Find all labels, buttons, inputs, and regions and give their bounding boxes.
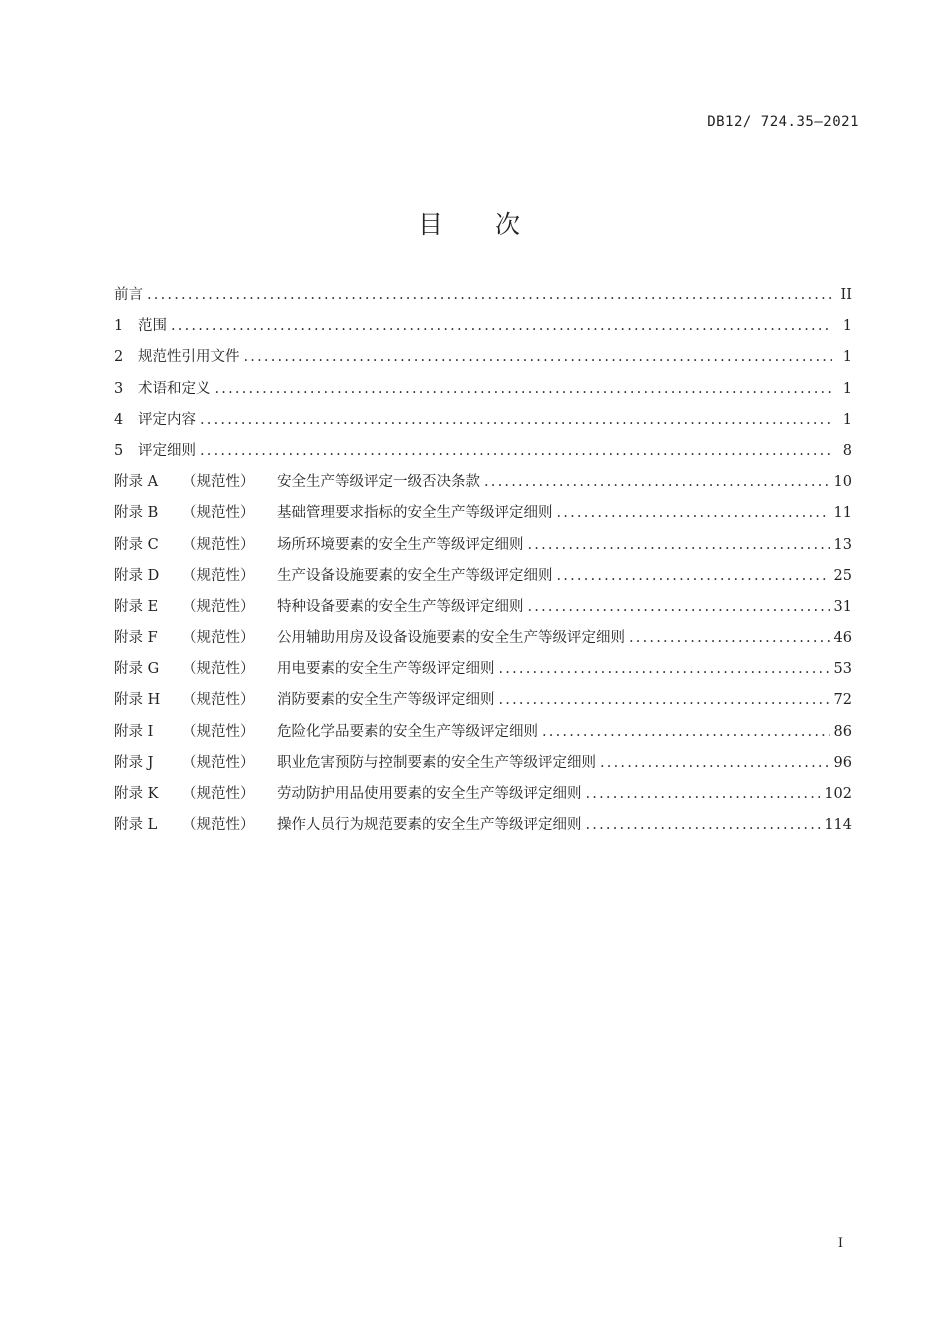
dot-leader: [215, 381, 833, 397]
toc-entry-number: 4: [114, 411, 124, 428]
dot-leader: [200, 443, 832, 459]
toc-annex-f[interactable]: [114, 626, 852, 657]
annex-type: （规范性）: [182, 692, 255, 709]
toc-entry-title: 范围: [138, 318, 167, 335]
annex-page: 25: [833, 567, 852, 584]
toc-annex-e[interactable]: [114, 595, 852, 626]
annex-page: 114: [824, 817, 852, 834]
annex-title: 消防要素的安全生产等级评定细则: [277, 692, 495, 709]
document-code: DB12/ 724.35—2021: [707, 114, 859, 130]
dot-leader: [542, 724, 830, 740]
annex-title: 职业危害预防与控制要素的安全生产等级评定细则: [277, 754, 596, 771]
annex-title: 安全生产等级评定一级否决条款: [277, 474, 480, 491]
toc-annex-h[interactable]: [114, 688, 852, 719]
toc-entry-page: 1: [842, 318, 852, 335]
annex-type: （规范性）: [182, 817, 255, 834]
toc-entry-page: 1: [842, 349, 852, 366]
toc-entry-page: II: [840, 287, 852, 303]
annex-label: 附录 B: [114, 505, 159, 522]
dot-leader: [499, 692, 830, 708]
toc-annex-k[interactable]: [114, 782, 852, 813]
dot-leader: [484, 474, 830, 490]
annex-title: 用电要素的安全生产等级评定细则: [277, 661, 495, 678]
toc-entry-title: 评定细则: [138, 442, 196, 459]
toc-annex-a[interactable]: [114, 470, 852, 501]
toc-entry-5[interactable]: [114, 439, 852, 470]
annex-type: （规范性）: [182, 536, 255, 553]
annex-label: 附录 A: [114, 474, 159, 491]
toc-annex-d[interactable]: [114, 564, 852, 595]
annex-page: 46: [833, 630, 852, 647]
annex-title: 劳动防护用品使用要素的安全生产等级评定细则: [277, 786, 582, 802]
toc-entry-number: 2: [114, 349, 124, 366]
annex-title: 基础管理要求指标的安全生产等级评定细则: [277, 505, 553, 522]
dot-leader: [171, 318, 832, 334]
annex-type: （规范性）: [182, 505, 255, 522]
annex-page: 31: [833, 598, 852, 615]
annex-page: 86: [833, 723, 852, 740]
dot-leader: [200, 412, 832, 428]
dot-leader: [499, 661, 830, 677]
toc-entry-page: 1: [842, 380, 852, 397]
dot-leader: [557, 568, 830, 584]
annex-type: （规范性）: [182, 754, 255, 771]
annex-type: （规范性）: [182, 630, 255, 647]
toc-annex-i[interactable]: [114, 720, 852, 751]
toc-entry-4[interactable]: [114, 408, 852, 439]
toc-entry-3[interactable]: [114, 377, 852, 408]
annex-type: （规范性）: [182, 474, 255, 491]
toc-entry-title: 术语和定义: [138, 380, 211, 397]
annex-page: 72: [833, 692, 852, 709]
annex-title: 生产设备设施要素的安全生产等级评定细则: [277, 567, 553, 584]
annex-type: （规范性）: [182, 661, 255, 678]
annex-type: （规范性）: [182, 598, 255, 615]
annex-type: （规范性）: [182, 786, 255, 802]
toc-annex-c[interactable]: [114, 533, 852, 564]
annex-page: 10: [833, 474, 852, 491]
annex-label: 附录 D: [114, 567, 160, 584]
toc-entry-title: 前言: [114, 287, 143, 303]
dot-leader: [586, 817, 821, 833]
toc-entry-2[interactable]: [114, 345, 852, 376]
toc-annex-l[interactable]: [114, 813, 852, 844]
dot-leader: [557, 505, 830, 521]
toc-entry-title: 规范性引用文件: [138, 349, 240, 366]
dot-leader: [147, 287, 832, 303]
annex-label: 附录 G: [114, 661, 160, 678]
annex-title: 特种设备要素的安全生产等级评定细则: [277, 598, 524, 615]
table-of-contents: [114, 283, 852, 844]
toc-annex-g[interactable]: [114, 657, 852, 688]
toc-entry-title: 评定内容: [138, 411, 196, 428]
toc-annex-b[interactable]: [114, 501, 852, 532]
toc-entry-number: 1: [114, 318, 124, 335]
dot-leader: [586, 786, 821, 802]
toc-entry-page: 1: [842, 411, 852, 428]
annex-label: 附录 I: [114, 723, 154, 740]
annex-label: 附录 J: [114, 754, 154, 771]
annex-type: （规范性）: [182, 723, 255, 740]
toc-entry-number: 3: [114, 380, 124, 397]
annex-label: 附录 K: [114, 786, 159, 802]
annex-title: 场所环境要素的安全生产等级评定细则: [277, 536, 524, 553]
toc-entry-page: 8: [842, 442, 852, 459]
page-title: 目 次: [418, 210, 542, 239]
toc-entry-foreword[interactable]: [114, 283, 852, 314]
annex-page: 96: [833, 754, 852, 771]
dot-leader: [600, 755, 830, 771]
annex-title: 操作人员行为规范要素的安全生产等级评定细则: [277, 817, 582, 834]
dot-leader: [244, 349, 833, 365]
toc-entry-1[interactable]: [114, 314, 852, 345]
annex-label: 附录 F: [114, 630, 158, 647]
annex-page: 11: [833, 505, 852, 522]
annex-page: 13: [833, 536, 852, 553]
annex-page: 53: [833, 661, 852, 678]
dot-leader: [528, 599, 830, 615]
annex-label: 附录 C: [114, 536, 159, 553]
dot-leader: [528, 537, 830, 553]
dot-leader: [629, 630, 830, 646]
annex-title: 危险化学品要素的安全生产等级评定细则: [277, 723, 538, 740]
toc-annex-j[interactable]: [114, 751, 852, 782]
annex-type: （规范性）: [182, 567, 255, 584]
annex-label: 附录 E: [114, 598, 159, 615]
annex-page: 102: [824, 786, 852, 802]
toc-entry-number: 5: [114, 442, 124, 459]
annex-label: 附录 L: [114, 817, 158, 834]
page-number: I: [837, 1236, 843, 1251]
annex-title: 公用辅助用房及设备设施要素的安全生产等级评定细则: [277, 630, 625, 647]
annex-label: 附录 H: [114, 692, 161, 709]
